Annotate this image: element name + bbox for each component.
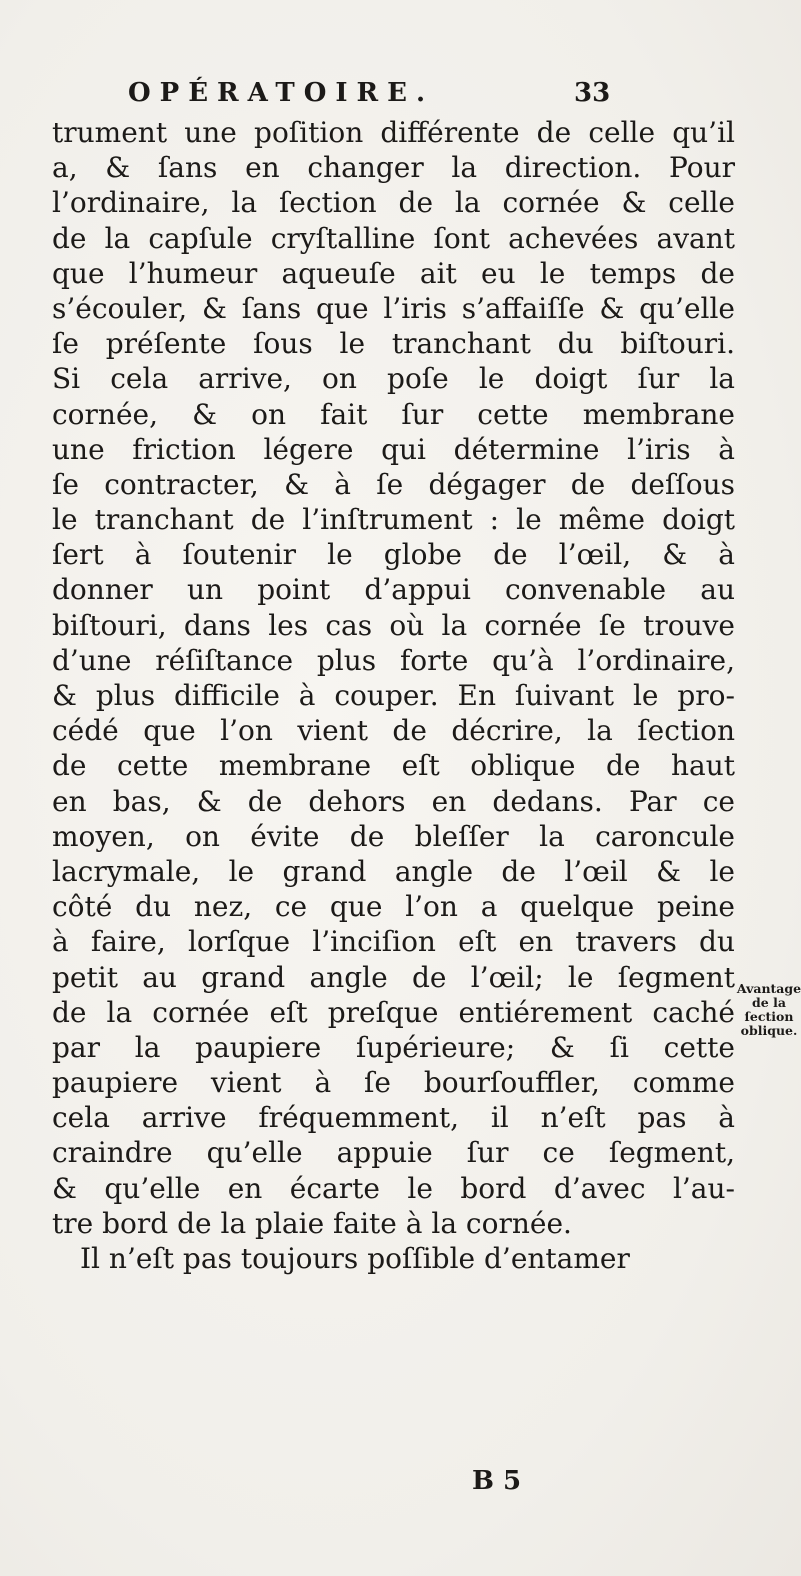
text-line: craindre qu’elle appuie ſur ce ſegment, [52, 1136, 735, 1170]
text-line: donner un point d’appui convenable au [52, 573, 735, 607]
text-line: l’ordinaire, la ſection de la cornée & celle [52, 186, 735, 220]
text-line: de la cornée eſt preſque entiérement caché [52, 995, 735, 1029]
text-line: biſtouri, dans les cas où la cornée ſe trouve [52, 608, 735, 642]
text-line: d’une réſiſtance plus forte qu’à l’ordinaire, [52, 643, 735, 677]
text-line: de la capſule cryſtalline ſont achevées avant [52, 221, 735, 255]
signature-mark: B 5 [472, 1466, 522, 1496]
text-line: & qu’elle en écarte le bord d’avec l’au- [52, 1171, 735, 1205]
margin-note-line: Avantage [736, 981, 801, 996]
margin-note-line: oblique. [740, 1023, 798, 1038]
text-line: une friction légere qui détermine l’iris à [52, 432, 735, 466]
margin-note [736, 982, 801, 1038]
text-line: en bas, & de dehors en dedans. Par ce [52, 784, 735, 818]
text-line: Il n’eſt pas toujours poſſible d’entamer [80, 1242, 630, 1275]
text-line: Si cela arrive, on poſe le doigt ſur la [52, 362, 735, 396]
text-line: trument une poſition différente de celle qu’il [52, 116, 735, 149]
text-line: a, & ſans en changer la direction. Pour [52, 151, 735, 185]
text-line: de cette membrane eſt oblique de haut [52, 749, 735, 783]
text-line: ſe contracter, & à ſe dégager de deſſous [52, 467, 735, 501]
text-line: moyen, on évite de bleſſer la caroncule [52, 819, 735, 853]
text-line: par la paupiere ſupérieure; & ſi cette [52, 1030, 735, 1064]
text-line: paupiere vient à ſe bourſouffler, comme [52, 1066, 735, 1100]
page-number: 33 [574, 78, 611, 108]
text-line: & plus difficile à couper. En ſuivant le pro- [52, 679, 735, 712]
text-line: cornée, & on fait ſur cette membrane [52, 397, 735, 431]
text-line: petit au grand angle de l’œil; le ſegment [52, 960, 735, 994]
body-text [52, 115, 735, 1276]
text-line: lacrymale, le grand angle de l’œil & le [52, 854, 735, 888]
text-line: s’écouler, & ſans que l’iris s’affaiſſe & qu’elle [52, 291, 735, 325]
text-line: tre bord de la plaie faite à la cornée. [52, 1206, 572, 1240]
text-line: le tranchant de l’inſtrument : le même doigt [52, 503, 735, 537]
running-title: OPÉRATOIRE. [128, 78, 435, 108]
text-line: cela arrive fréquemment, il n’eſt pas à [52, 1101, 735, 1135]
margin-note-line: de la ſection [744, 995, 794, 1024]
text-line: cédé que l’on vient de décrire, la ſection [52, 714, 735, 748]
text-line: à faire, lorſque l’inciſion eſt en travers du [52, 925, 735, 959]
text-line: ſe préſente ſous le tranchant du biſtouri. [52, 327, 735, 361]
text-line: ſert à ſoutenir le globe de l’œil, & à [52, 538, 735, 572]
text-line: côté du nez, ce que l’on a quelque peine [52, 890, 735, 924]
text-line: que l’humeur aqueuſe ait eu le temps de [52, 256, 735, 290]
